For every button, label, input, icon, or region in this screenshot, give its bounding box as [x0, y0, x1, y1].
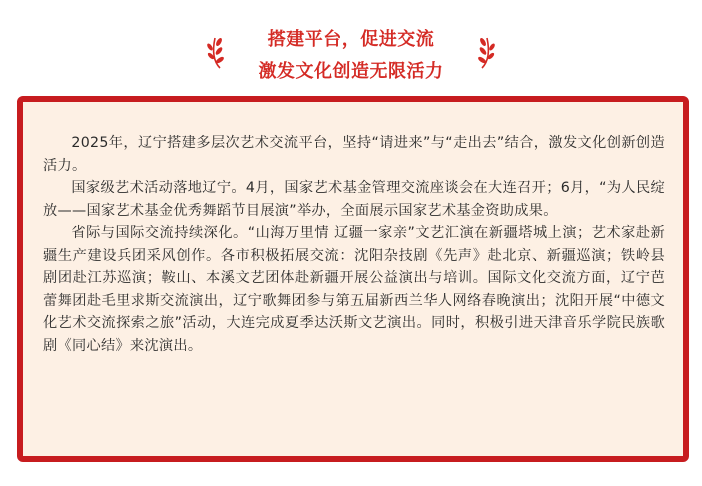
- paragraph-national-events: 国家级艺术活动落地辽宁。4月，国家艺术基金管理交流座谈会在大连召开；6月，“为人民绽放——国家艺术基金优秀舞蹈节目展演”举办，全面展示国家艺术基金资助成果。: [43, 180, 665, 219]
- content-box: [17, 96, 689, 462]
- headline-line-1: 搭建平台，促进交流: [267, 29, 435, 50]
- laurel-branch-icon: [476, 34, 496, 70]
- paragraph-exchanges: 省际与国际交流持续深化。“山海万里情 辽疆一家亲”文艺汇演在新疆塔城上演；艺术家赴新疆生产建设兵团采风创作。各市积极拓展交流：沈阳杂技剧《先声》赴北京、新疆巡演；铁岭县剧团赴江苏巡演；鞍山、本溪文艺团体赴新疆开展公益演出与培训。国际文化交流方面，辽宁芭蕾舞团赴毛里求斯交流演出，辽宁歌舞团参与第五届新西兰华人网络春晚演出；沈阳开展“中德文化艺术交流探索之旅”活动，大连完成夏季达沃斯文艺演出。同时，积极引进天津音乐学院民族歌剧《同心结》来沈演出。: [43, 225, 665, 354]
- header: [0, 22, 702, 88]
- headline-line-2: 激发文化创造无限活力: [258, 61, 444, 82]
- article-body: [43, 132, 665, 357]
- paragraph-intro: 2025年，辽宁搭建多层次艺术交流平台，坚持“请进来”与“走出去”结合，激发文化创新创造活力。: [43, 135, 665, 174]
